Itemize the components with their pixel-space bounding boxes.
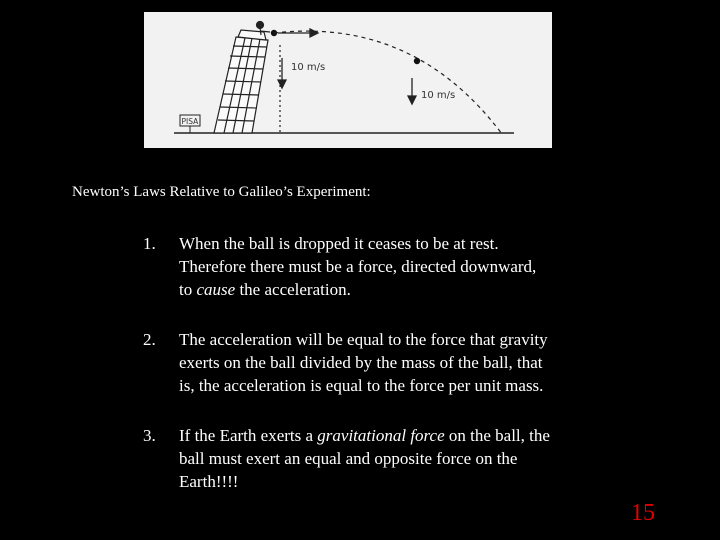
item-line: Earth!!!! — [179, 472, 239, 491]
galileo-tower-sketch — [144, 12, 552, 148]
item-text — [179, 328, 629, 397]
emphasis-cause: cause — [196, 280, 236, 299]
velocity-label-top: 10 m/s — [291, 62, 326, 73]
item-text — [179, 424, 629, 493]
item-line: The acceleration will be equal to the force that gravity — [179, 330, 548, 349]
item-text-part: to — [179, 280, 197, 299]
item-line: exerts on the ball divided by the mass of the ball, that — [179, 353, 543, 372]
tower-drop-diagram — [144, 12, 552, 148]
item-number: 2. — [143, 330, 156, 349]
velocity-label-bottom: 10 m/s — [421, 90, 456, 101]
tower-label: PISA — [181, 117, 199, 126]
item-line: is, the acceleration is equal to the force per unit mass. — [179, 376, 544, 395]
item-line: When the ball is dropped it ceases to be at rest. — [179, 234, 499, 253]
horizontal-arrow — [278, 29, 318, 37]
trajectory-path — [274, 31, 502, 134]
item-line: ball must exert an equal and opposite force on the — [179, 449, 518, 468]
item-line — [179, 278, 629, 301]
item-text-part: on the ball, the — [444, 426, 550, 445]
item-line — [179, 424, 629, 447]
ball-midflight — [414, 58, 420, 64]
item-text — [179, 232, 629, 301]
item-number: 1. — [143, 234, 156, 253]
page-number: 15 — [631, 500, 655, 526]
leaning-tower-icon — [214, 30, 268, 133]
emphasis-gravitational-force: gravitational force — [317, 426, 445, 445]
item-line: Therefore there must be a force, directed downward, — [179, 257, 537, 276]
down-arrow-bottom — [408, 78, 416, 104]
slide-heading: Newton’s Laws Relative to Galileo’s Experiment: — [72, 184, 371, 200]
item-text-part: the acceleration. — [235, 280, 351, 299]
item-text-part: If the Earth exerts a — [179, 426, 318, 445]
down-arrow-top — [278, 58, 286, 88]
item-number: 3. — [143, 426, 156, 445]
pisa-sign — [180, 115, 200, 133]
